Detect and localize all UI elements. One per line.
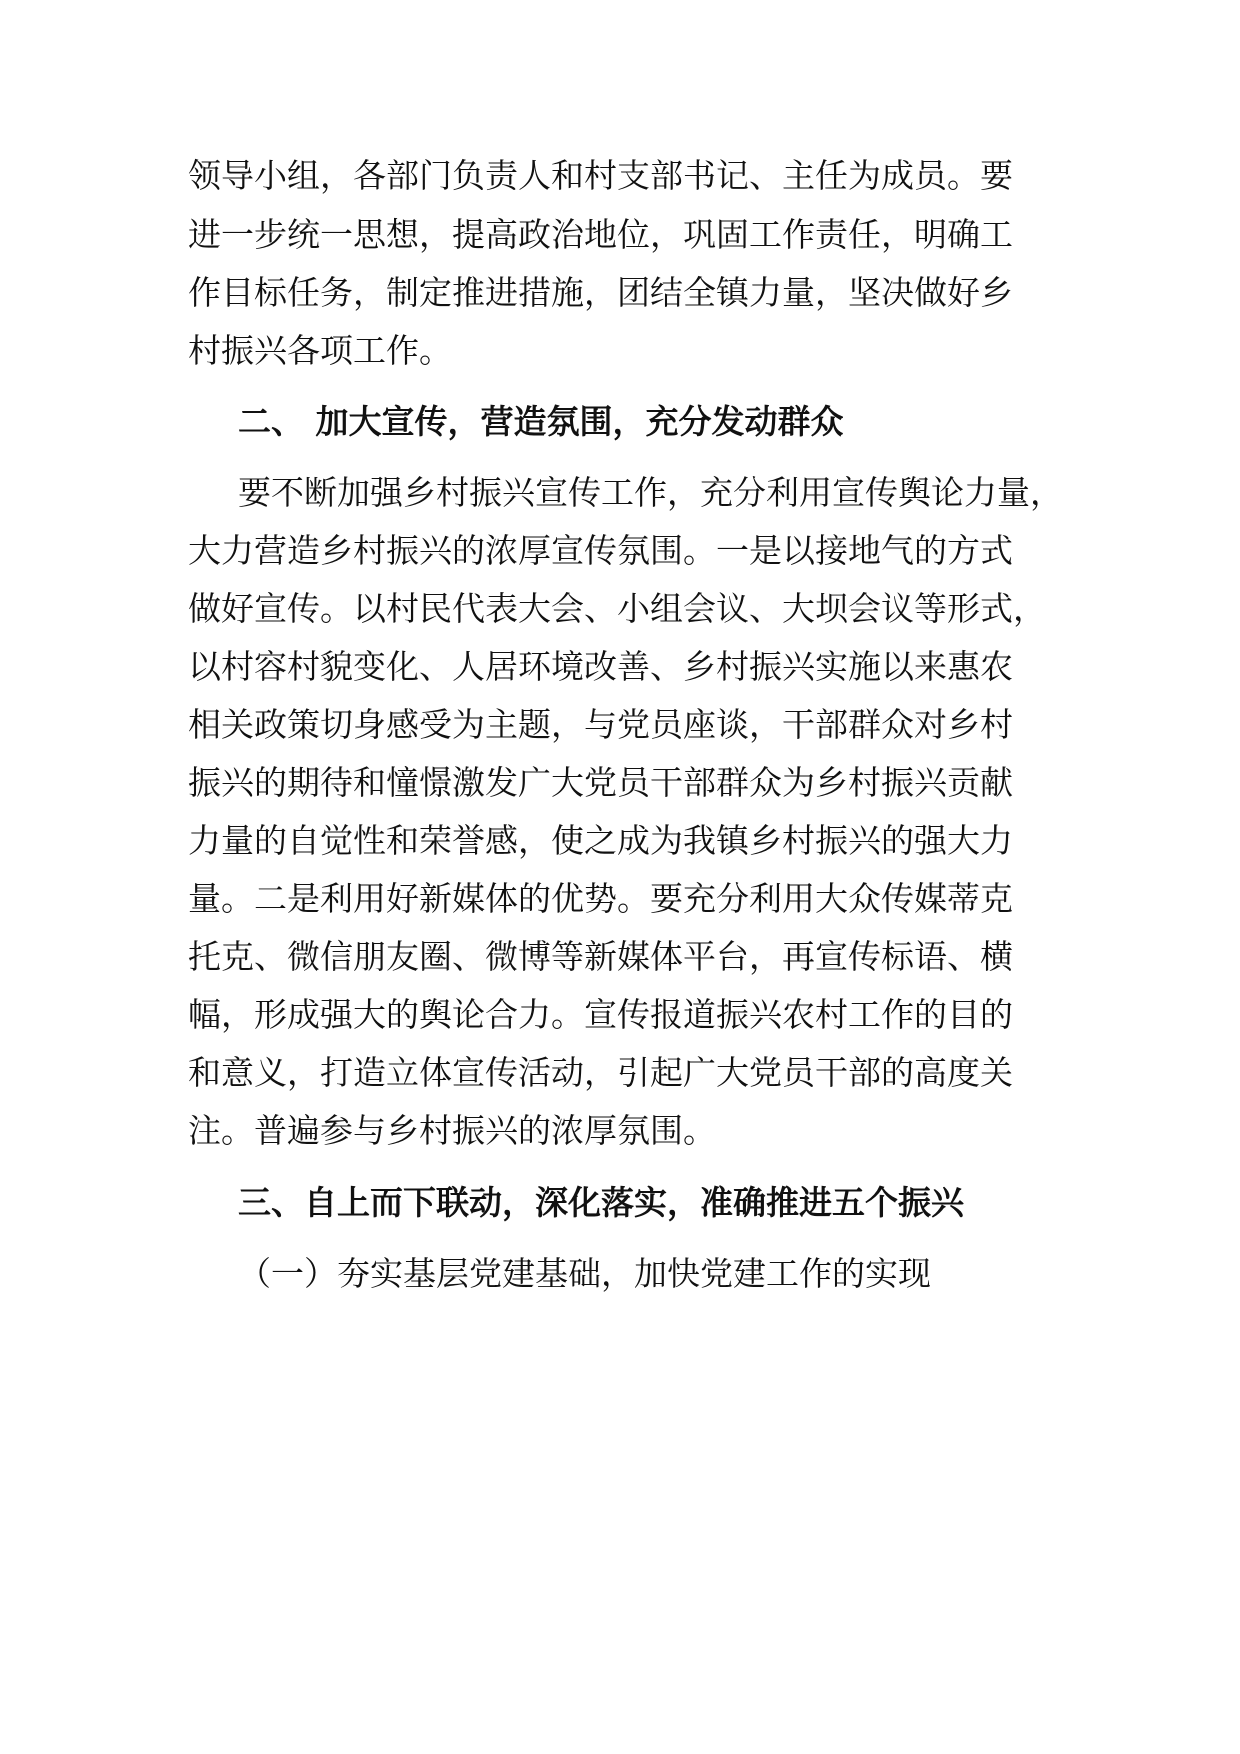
paragraph-2-line-6: 振兴的期待和憧憬激发广大党员干部群众为乡村振兴贡献 <box>188 763 1013 802</box>
paragraph-1-line-4: 村振兴各项工作。 <box>188 331 452 370</box>
paragraph-1-line-1: 领导小组，各部门负责人和村支部书记、主任为成员。要 <box>188 156 1013 195</box>
paragraph-2-line-5: 相关政策切身感受为主题，与党员座谈，干部群众对乡村 <box>188 705 1013 744</box>
subsection-heading-1: （一）夯实基层党建基础，加快党建工作的实现 <box>238 1254 931 1293</box>
paragraph-2-line-7: 力量的自觉性和荣誉感，使之成为我镇乡村振兴的强大力 <box>188 821 1013 860</box>
paragraph-1-line-2: 进一步统一思想，提高政治地位，巩固工作责任，明确工 <box>188 215 1013 254</box>
paragraph-1-line-3: 作目标任务，制定推进措施，团结全镇力量，坚决做好乡 <box>188 273 1013 312</box>
paragraph-2-line-4: 以村容村貌变化、人居环境改善、乡村振兴实施以来惠农 <box>188 647 1013 686</box>
paragraph-2-line-12: 注。普遍参与乡村振兴的浓厚氛围。 <box>188 1111 716 1150</box>
paragraph-2-line-11: 和意义，打造立体宣传活动，引起广大党员干部的高度关 <box>188 1053 1013 1092</box>
section-heading-2: 二、 加大宣传，营造氛围，充分发动群众 <box>238 402 844 441</box>
paragraph-2-line-10: 幅，形成强大的舆论合力。宣传报道振兴农村工作的目的 <box>188 995 1013 1034</box>
paragraph-2-line-8: 量。二是利用好新媒体的优势。要充分利用大众传媒蒂克 <box>188 879 1013 918</box>
paragraph-2-line-3: 做好宣传。以村民代表大会、小组会议、大坝会议等形式， <box>188 589 1046 628</box>
paragraph-2-line-1: 要不断加强乡村振兴宣传工作，充分利用宣传舆论力量， <box>238 473 1063 512</box>
paragraph-2-line-2: 大力营造乡村振兴的浓厚宣传氛围。一是以接地气的方式 <box>188 531 1013 570</box>
paragraph-2-line-9: 托克、微信朋友圈、微博等新媒体平台，再宣传标语、横 <box>188 937 1013 976</box>
section-heading-3: 三、自上而下联动，深化落实，准确推进五个振兴 <box>238 1183 964 1222</box>
